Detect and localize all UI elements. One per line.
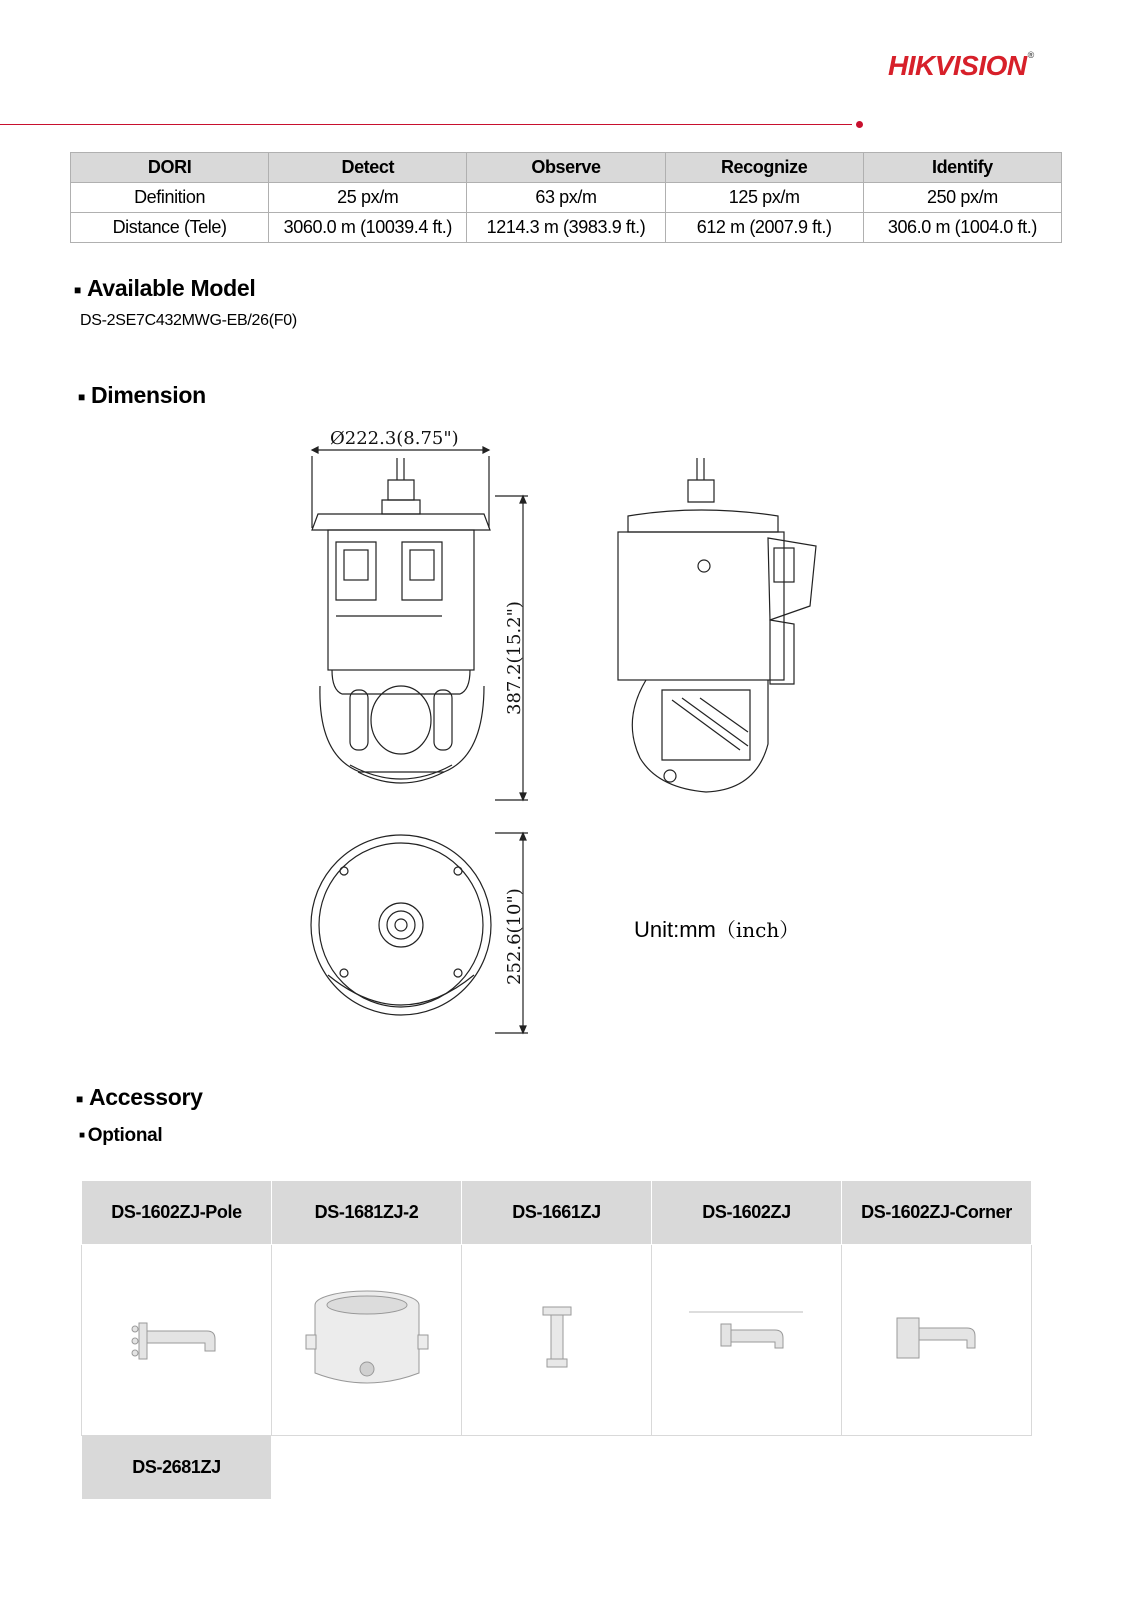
header-divider-dot <box>856 121 863 128</box>
table-cell: 1214.3 m (3983.9 ft.) <box>467 213 665 243</box>
dori-header-cell: Identify <box>863 153 1061 183</box>
table-cell: 63 px/m <box>467 183 665 213</box>
diameter-label: Ø222.3(8.75") <box>330 428 459 449</box>
dori-header-cell: DORI <box>71 153 269 183</box>
header-divider-line <box>0 124 852 125</box>
accessory-table <box>81 1180 1032 1500</box>
adapter-box-icon <box>302 1283 432 1393</box>
table-row <box>71 183 1062 213</box>
accessory-name: DS-1602ZJ-Pole <box>82 1181 272 1245</box>
table-cell: 612 m (2007.9 ft.) <box>665 213 863 243</box>
table-cell: Definition <box>71 183 269 213</box>
bottom-dimension-label: 252.6(10") <box>504 888 525 985</box>
hikvision-logo: HIKVISION® <box>888 50 1034 81</box>
accessory-image-cell <box>82 1245 272 1436</box>
pole-mount-bracket-icon <box>127 1313 227 1363</box>
table-cell: 125 px/m <box>665 183 863 213</box>
dori-header-cell: Recognize <box>665 153 863 183</box>
accessory-image-cell <box>462 1245 652 1436</box>
wall-mount-bracket-icon <box>687 1308 807 1368</box>
dimension-heading: ■ Dimension <box>78 382 206 408</box>
accessory-name: DS-1602ZJ-Corner <box>842 1181 1032 1245</box>
bottom-view-drawing <box>300 825 540 1035</box>
accessory-image-cell <box>842 1245 1032 1436</box>
accessory-name: DS-1681ZJ-2 <box>272 1181 462 1245</box>
accessory-name: DS-1661ZJ <box>462 1181 652 1245</box>
height-label: 387.2(15.2") <box>504 601 525 715</box>
dori-header-cell: Observe <box>467 153 665 183</box>
model-number: DS-2SE7C432MWG-EB/26(F0) <box>80 312 297 329</box>
unit-label: Unit:mm（inch） <box>634 917 800 942</box>
accessory-image-cell <box>652 1245 842 1436</box>
side-view-drawing <box>600 450 830 810</box>
corner-mount-bracket-icon <box>887 1308 987 1368</box>
accessory-name: DS-1602ZJ <box>652 1181 842 1245</box>
table-cell: 306.0 m (1004.0 ft.) <box>863 213 1061 243</box>
accessory-heading: ■ Accessory <box>76 1084 203 1110</box>
table-cell: 3060.0 m (10039.4 ft.) <box>269 213 467 243</box>
pendant-mount-icon <box>537 1303 577 1373</box>
dori-header-cell: Detect <box>269 153 467 183</box>
optional-subheading: ■ Optional <box>79 1125 163 1146</box>
table-cell: 250 px/m <box>863 183 1061 213</box>
dori-header-row <box>71 153 1062 183</box>
dori-table <box>70 152 1062 243</box>
table-cell: Distance (Tele) <box>71 213 269 243</box>
accessory-name: DS-2681ZJ <box>82 1436 272 1500</box>
available-model-heading: ■ Available Model <box>74 275 256 301</box>
table-cell: 25 px/m <box>269 183 467 213</box>
table-row <box>71 213 1062 243</box>
front-view-drawing <box>300 420 540 820</box>
accessory-image-cell <box>272 1245 462 1436</box>
